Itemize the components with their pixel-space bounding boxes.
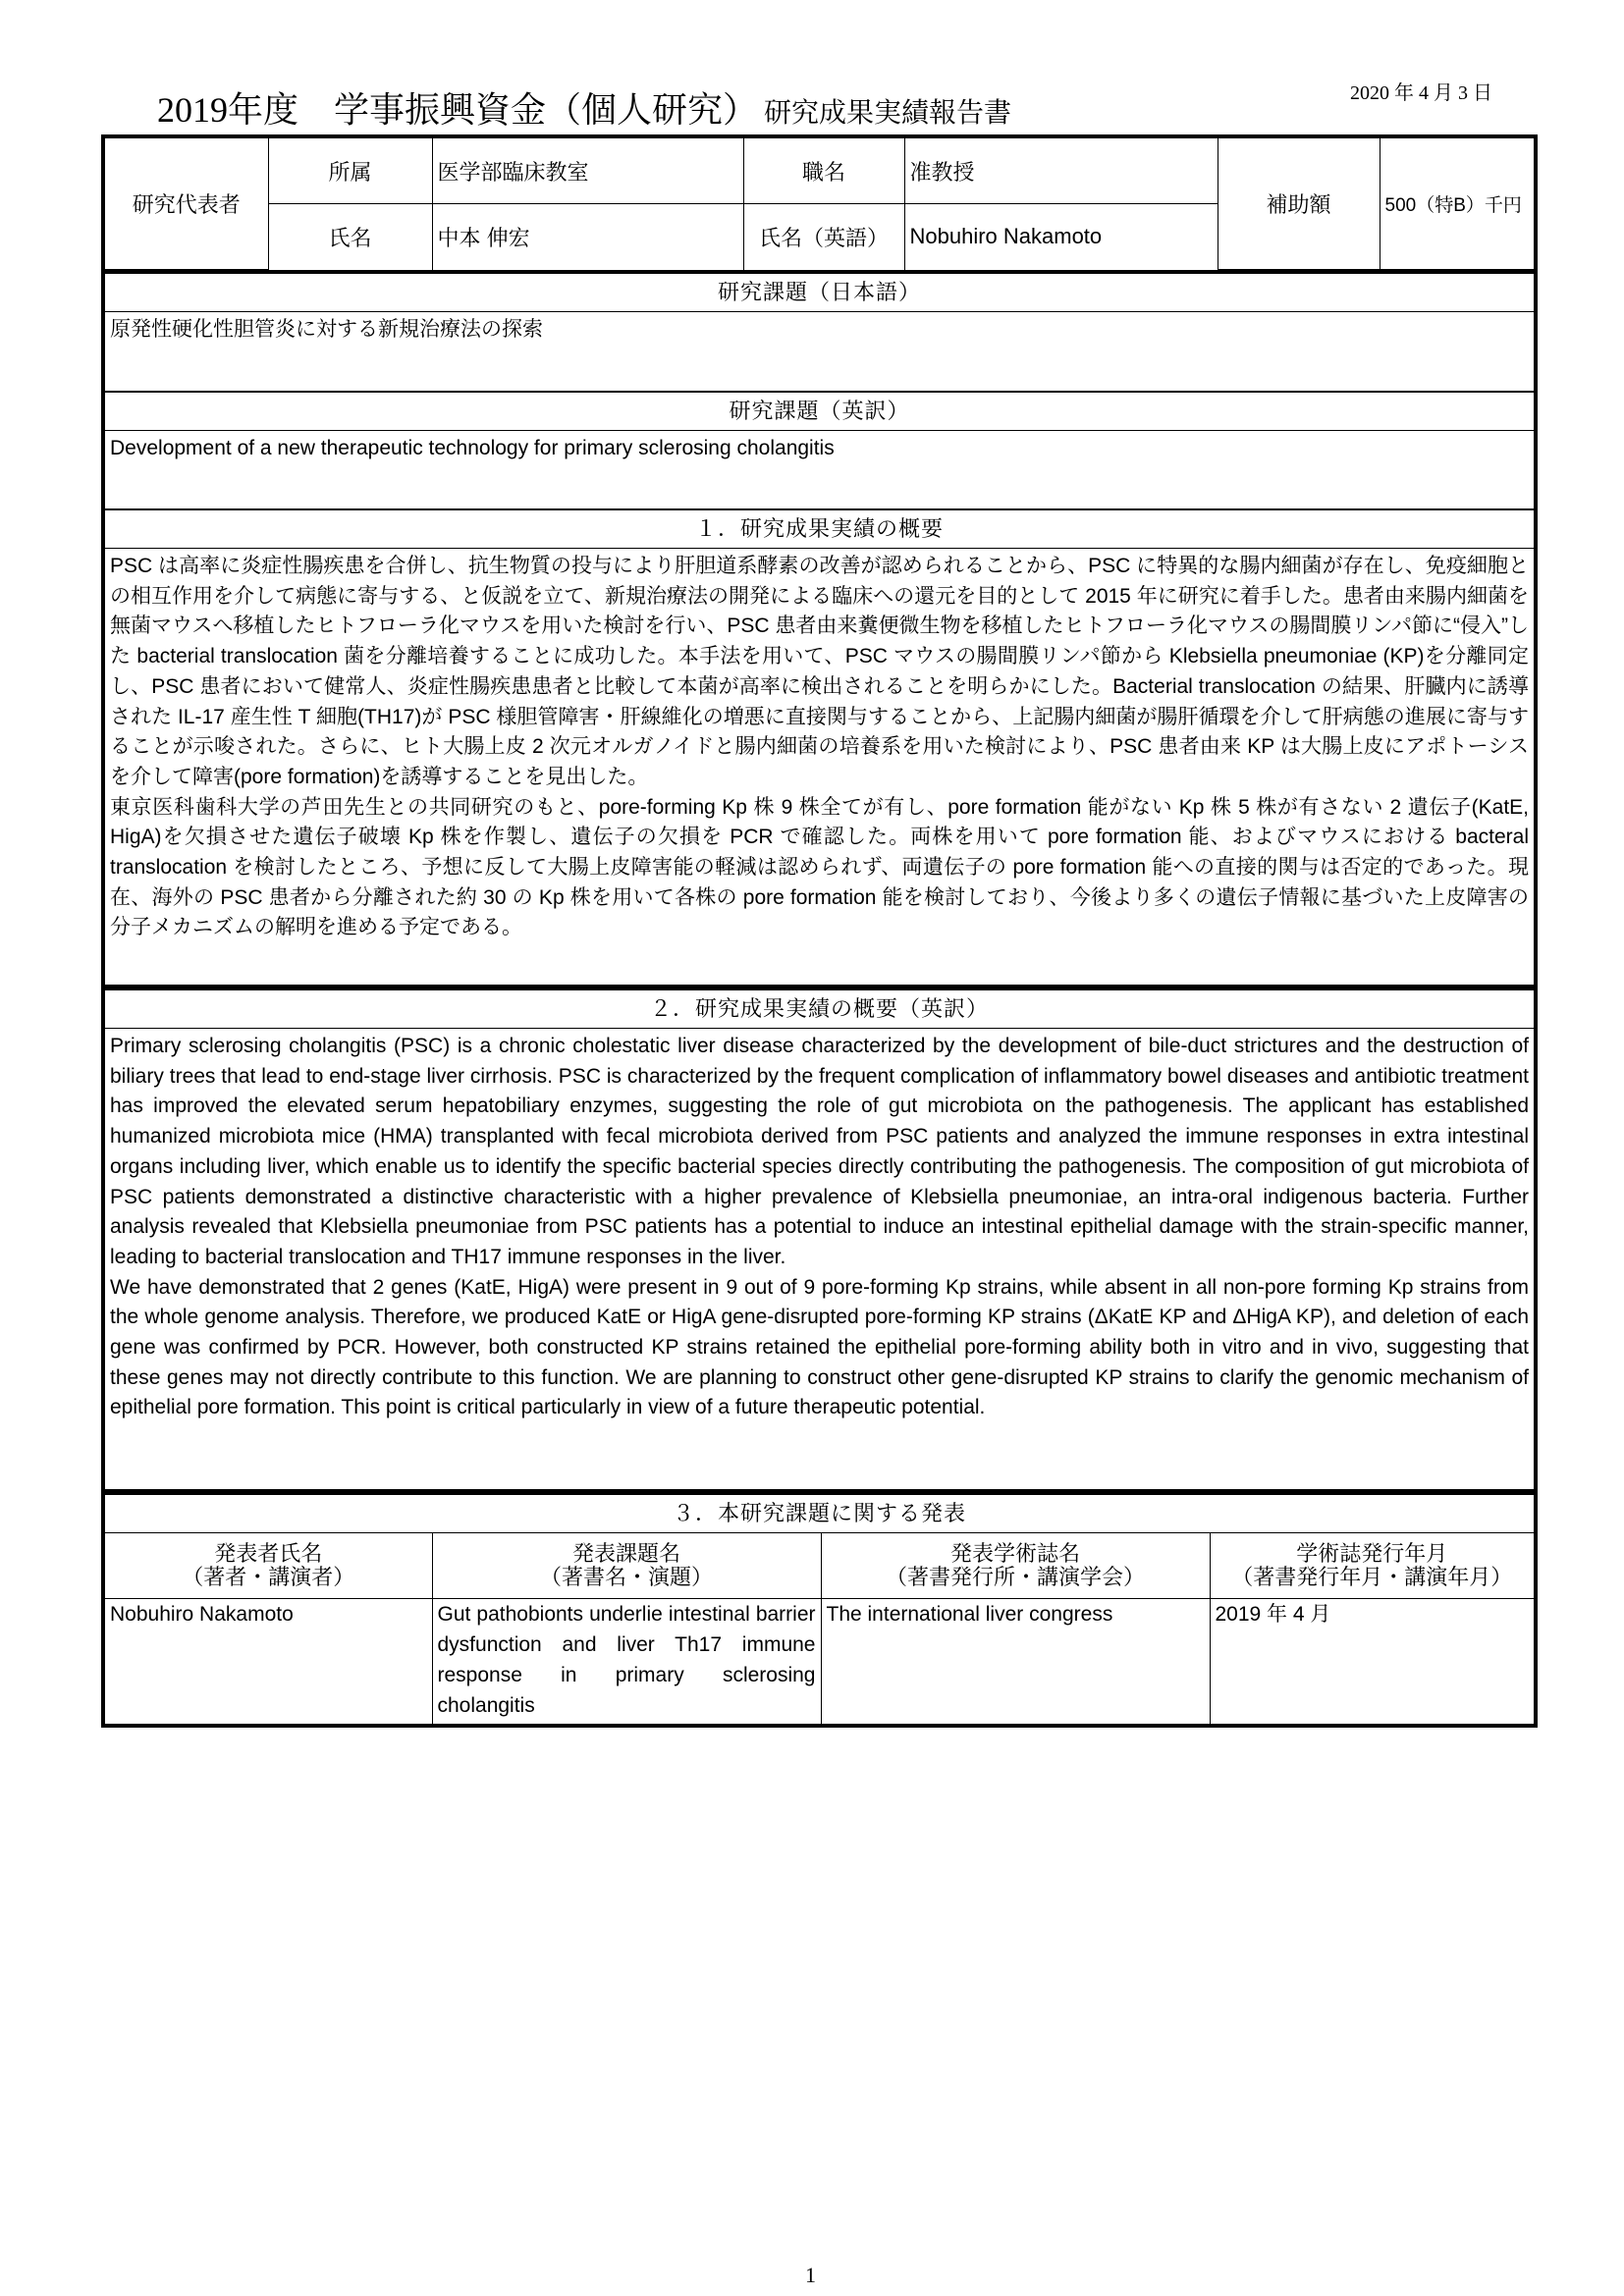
name-value: 中本 伸宏	[432, 204, 743, 270]
summary-ja-section	[101, 508, 1538, 988]
presentation-title: Gut pathobionts underlie intestinal barrier dysfunction and liver Th17 immune response in primary sclerosing cholangitis	[432, 1598, 821, 1724]
name-label: 氏名	[268, 204, 432, 270]
topic-ja-heading: 研究課題（日本語）	[105, 274, 1534, 312]
topic-en-text: Development of a new therapeutic technology for primary sclerosing cholangitis	[110, 437, 835, 459]
col-header-title: 発表課題名 （著書名・演題）	[432, 1533, 821, 1598]
page-number: 1	[805, 2263, 816, 2287]
summary-en-body	[105, 1029, 1534, 1426]
summary-ja-body	[105, 549, 1534, 946]
topic-ja-text: 原発性硬化性胆管炎に対する新規治療法の探索	[110, 318, 543, 341]
position-label: 職名	[743, 138, 904, 204]
topic-en-section	[101, 391, 1538, 510]
presentation-author: Nobuhiro Nakamoto	[105, 1598, 432, 1724]
summary-ja-heading: １．研究成果実績の概要	[105, 510, 1534, 549]
affiliation-label: 所属	[268, 138, 432, 204]
name-en-label: 氏名（英語）	[743, 204, 904, 270]
summary-en-heading: ２．研究成果実績の概要（英訳）	[105, 990, 1534, 1029]
researcher-info-table	[101, 134, 1538, 273]
document-title	[157, 82, 1011, 133]
presentation-venue: The international liver congress	[821, 1598, 1210, 1724]
summary-en-section	[101, 987, 1538, 1493]
grant-value: 500（特B）千円	[1380, 138, 1534, 270]
grant-label: 補助額	[1218, 138, 1380, 270]
researcher-label: 研究代表者	[105, 138, 268, 270]
col-header-date: 学術誌発行年月 （著書発行年月・講演年月）	[1210, 1533, 1534, 1598]
summary-ja-paragraph: 東京医科歯科大学の芦田先生との共同研究のもと、pore-forming Kp 株 9 株全てが有し、pore formation 能がない Kp 株 5 株が有さない 2 遺伝子(KatE, HigA)を欠損させた遺伝子破壊 Kp 株を作製し、遺伝子の欠損を PCR で確認した。両株を用いて pore formation 能、およびマウスにおける bacteral translocation を検討したところ、予想に反して大腸上皮障害能の軽減は認められず、両遺伝子の pore formation 能への直接的関与は否定的であった。現在、海外の PSC 患者から分離された約 30 の Kp 株を用いて各株の pore formation 能を検討しており、今後より多くの遺伝子情報に基づいた上皮障害の分子メカニズムの解明を進める予定である。	[110, 795, 1529, 939]
affiliation-value: 医学部臨床教室	[432, 138, 743, 204]
summary-ja-paragraph: PSC は高率に炎症性腸疾患を合併し、抗生物質の投与により肝胆道系酵素の改善が認められることから、PSC に特異的な腸内細菌が存在し、免疫細胞との相互作用を介して病態に寄与する、と仮説を立て、新規治療法の開発による臨床への還元を目的として 2015 年に研究に着手した。患者由来腸内細菌を無菌マウスへ移植したヒトフローラ化マウスを用いた検討を行い、PSC 患者由来糞便微生物を移植したヒトフローラ化マウスの腸間膜リンパ節に“侵入”した bacterial translocation 菌を分離培養することに成功した。本手法を用いて、PSC マウスの腸間膜リンパ節から Klebsiella pneumoniae (KP)を分離同定し、PSC 患者において健常人、炎症性腸疾患患者と比較して本菌が高率に検出されることを明らかにした。Bacterial translocation の結果、肝臓内に誘導された IL-17 産生性 T 細胞(TH17)が PSC 様胆管障害・肝線維化の増悪に直接関与することから、上記腸内細菌が腸肝循環を介して肝病態の進展に寄与することが示唆された。さらに、ヒト大腸上皮 2 次元オルガノイドと腸内細菌の培養系を用いた検討により、PSC 患者由来 KP は大腸上皮にアポトーシスを介して障害(pore formation)を誘導することを見出した。	[110, 555, 1529, 788]
col-header-author: 発表者氏名 （著者・講演者）	[105, 1533, 432, 1598]
presentations-heading: ３．本研究課題に関する発表	[105, 1495, 1534, 1533]
topic-en-heading: 研究課題（英訳）	[105, 393, 1534, 431]
report-date: 2020 年 4 月 3 日	[1350, 82, 1492, 104]
topic-ja-section	[101, 271, 1538, 393]
table-row	[105, 1598, 1534, 1724]
title-main: 2019年度 学事振興資金（個人研究）	[157, 90, 759, 130]
presentation-date: 2019 年 4 月	[1210, 1598, 1534, 1724]
summary-en-paragraph: Primary sclerosing cholangitis (PSC) is a chronic cholestatic liver disease characterized by the development of bile-duct strictures and the destruction of biliary trees that lead to end-stage liver cirrhosis. PSC is characterized by the frequent complication of inflammatory bowel diseases and antibiotic treatment has improved the elevated serum hepatobiliary enzymes, suggesting the role of gut microbiota on the pathogenesis. The applicant has established humanized microbiota mice (HMA) transplanted with fecal microbiota derived from PSC patients and analyzed the immune responses in extra intestinal organs including liver, which enable us to identify the specific bacterial species directly contributing the pathogenesis. The composition of gut microbiota of PSC patients demonstrated a distinctive characteristic with a higher prevalence of Klebsiella pneumoniae, an intra-oral indigenous bacteria. Further analysis revealed that Klebsiella pneumoniae from PSC patients has a potential to induce an intestinal epithelial damage with the strain-specific manner, leading to bacterial translocation and TH17 immune responses in the liver.	[110, 1035, 1529, 1268]
name-en-value: Nobuhiro Nakamoto	[904, 204, 1218, 270]
title-sub: 研究成果実績報告書	[764, 97, 1012, 128]
presentations-section	[101, 1491, 1538, 1728]
position-value: 准教授	[904, 138, 1218, 204]
col-header-venue: 発表学術誌名 （著書発行所・講演学会）	[821, 1533, 1210, 1598]
summary-en-paragraph: We have demonstrated that 2 genes (KatE, HigA) were present in 9 out of 9 pore-forming Kp strains, while absent in all non-pore forming Kp strains from the whole genome analysis. Therefore, we produced KatE or HigA gene-disrupted pore-forming KP strains (ΔKatE KP and ΔHigA KP), and deletion of each gene was confirmed by PCR. However, both constructed KP strains retained the epithelial pore-forming ability both in vitro and in vivo, suggesting that these genes may not directly contribute to this function. We are planning to construct other gene-disrupted KP strains to clarify the genomic mechanism of epithelial pore formation. This point is critical particularly in view of a future therapeutic potential.	[110, 1275, 1529, 1419]
